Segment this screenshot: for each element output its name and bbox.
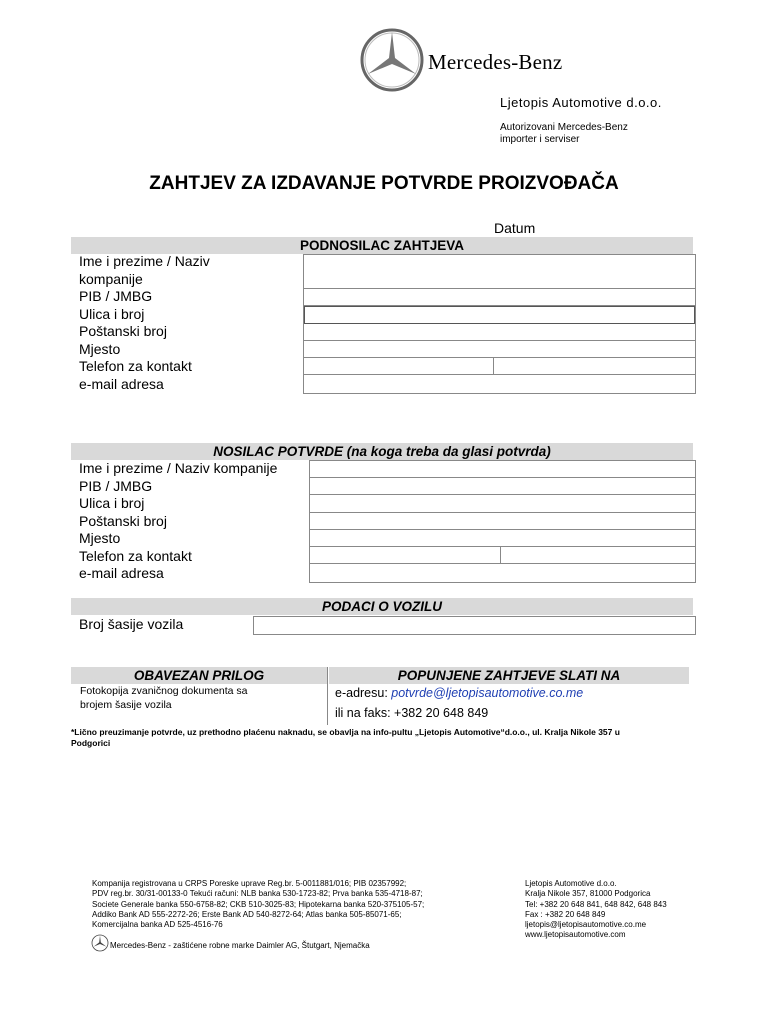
send-info <box>335 683 583 723</box>
footer-line[interactable]: ljetopis@ljetopisautomotive.co.me <box>525 920 647 930</box>
pickup-note <box>71 727 701 749</box>
holder-heading: NOSILAC POTVRDE (na koga treba da glasi potvrda) <box>71 443 693 460</box>
trademark-text: Mercedes-Benz - zaštićene robne marke Daimler AG, Štutgart, Njemačka <box>110 940 370 950</box>
applicant-heading: PODNOSILAC ZAHTJEVA <box>71 237 693 254</box>
holder-labels <box>79 460 277 583</box>
footer-line: Komercijalna banka AD 525-4516-76 <box>92 920 223 930</box>
chassis-number-field[interactable] <box>253 616 696 635</box>
holder-fields <box>309 460 696 583</box>
email-prefix: e-adresu: <box>335 686 392 700</box>
holder-postal-field[interactable] <box>310 513 695 530</box>
field-label: Ime i prezime / Naziv kompanije <box>79 460 278 476</box>
field-label: Mjesto <box>79 340 121 357</box>
brand-name: Mercedes-Benz <box>428 50 563 74</box>
page-title: ZAHTJEV ZA IZDAVANJE POTVRDE PROIZVOĐAČA <box>149 173 619 194</box>
postal-field[interactable] <box>304 324 695 341</box>
field-label: Mjesto <box>79 530 121 546</box>
holder-name-field[interactable] <box>310 461 695 478</box>
field-label: Telefon za kontakt <box>79 358 192 374</box>
applicant-fields <box>303 254 696 394</box>
subtitle-line: importer i serviser <box>500 134 580 145</box>
field-label: Poštanski broj <box>79 512 167 529</box>
vehicle-heading: PODACI O VOZILU <box>71 598 693 615</box>
field-label: PIB / JMBG <box>79 477 153 494</box>
phone-field[interactable] <box>304 358 695 375</box>
company-name: Ljetopis Automotive d.o.o. <box>500 95 662 110</box>
datum-label: Datum <box>494 220 536 236</box>
footer-line: Kompanija registrovana u CRPS Poreske uprave Reg.br. 5-0011881/016; PIB 02357992; <box>92 879 407 888</box>
mercedes-star-icon <box>359 27 425 93</box>
holder-city-field[interactable] <box>310 530 695 547</box>
pib-field[interactable] <box>304 289 695 306</box>
footer-right <box>525 879 667 941</box>
fax-line: ili na faks: +382 20 648 849 <box>335 706 489 720</box>
company-subtitle <box>500 122 628 146</box>
holder-phone-split <box>500 547 501 563</box>
footer-line[interactable]: www.ljetopisautomotive.com <box>525 930 626 940</box>
field-label: e-mail adresa <box>79 565 164 581</box>
field-label: PIB / JMBG <box>79 288 153 304</box>
applicant-labels <box>79 253 210 393</box>
field-label: kompanije <box>79 270 143 287</box>
vehicle-label: Broj šasije vozila <box>79 616 184 632</box>
footer-line: Addiko Bank AD 555-2272-26; Erste Bank AD 540-8272-64; Atlas banka 505-85071-65; <box>92 909 402 919</box>
city-field[interactable] <box>304 341 695 358</box>
column-divider <box>327 667 328 725</box>
footer-line: Tel: +382 20 648 841, 648 842, 648 843 <box>525 899 667 909</box>
name-field[interactable] <box>304 255 695 289</box>
field-label: Ime i prezime / Naziv <box>79 253 210 269</box>
field-label: Ulica i broj <box>79 495 145 511</box>
attachment-line: brojem šasije vozila <box>80 699 172 711</box>
footer-line: Societe Generale banka 550-6758-82; CKB 510-3025-83; Hipotekarna banka 520-375105-57; <box>92 899 425 909</box>
field-label: Ulica i broj <box>79 305 145 322</box>
subtitle-line: Autorizovani Mercedes-Benz <box>500 122 628 133</box>
email-field[interactable] <box>304 375 695 392</box>
footer-left <box>92 879 510 930</box>
attachment-text <box>80 684 248 712</box>
holder-email-field[interactable] <box>310 564 695 581</box>
street-field[interactable] <box>304 306 695 324</box>
email-line <box>335 683 583 703</box>
mercedes-star-small-icon <box>91 934 109 952</box>
email-link[interactable]: potvrde@ljetopisautomotive.co.me <box>391 686 584 700</box>
footer-line: Fax : +382 20 648 849 <box>525 909 606 919</box>
note-line: Podgorici <box>71 738 111 748</box>
footer-line: Kralja Nikole 357, 81000 Podgorica <box>525 889 651 899</box>
field-label: e-mail adresa <box>79 375 164 392</box>
holder-phone-field[interactable] <box>310 547 695 564</box>
send-heading: POPUNJENE ZAHTJEVE SLATI NA <box>329 667 689 684</box>
footer-line: Ljetopis Automotive d.o.o. <box>525 879 617 888</box>
attachment-heading: OBAVEZAN PRILOG <box>71 667 327 684</box>
holder-street-field[interactable] <box>310 495 695 513</box>
phone-split <box>493 358 494 374</box>
field-label: Telefon za kontakt <box>79 547 192 564</box>
trademark-line <box>91 934 370 952</box>
attachment-line: Fotokopija zvaničnog dokumenta sa <box>80 685 248 697</box>
field-label: Poštanski broj <box>79 323 167 339</box>
holder-pib-field[interactable] <box>310 478 695 495</box>
note-line: *Lično preuzimanje potvrde, uz prethodno plaćenu naknadu, se obavlja na info-pultu „Ljetopis Automotive“d.o.o., ul. Kralja Nikole 357 u <box>71 727 620 737</box>
footer-line: PDV reg.br. 30/31-00133-0 Tekući računi: NLB banka 530-1723-82; Prva banka 535-4718-87; <box>92 889 423 899</box>
